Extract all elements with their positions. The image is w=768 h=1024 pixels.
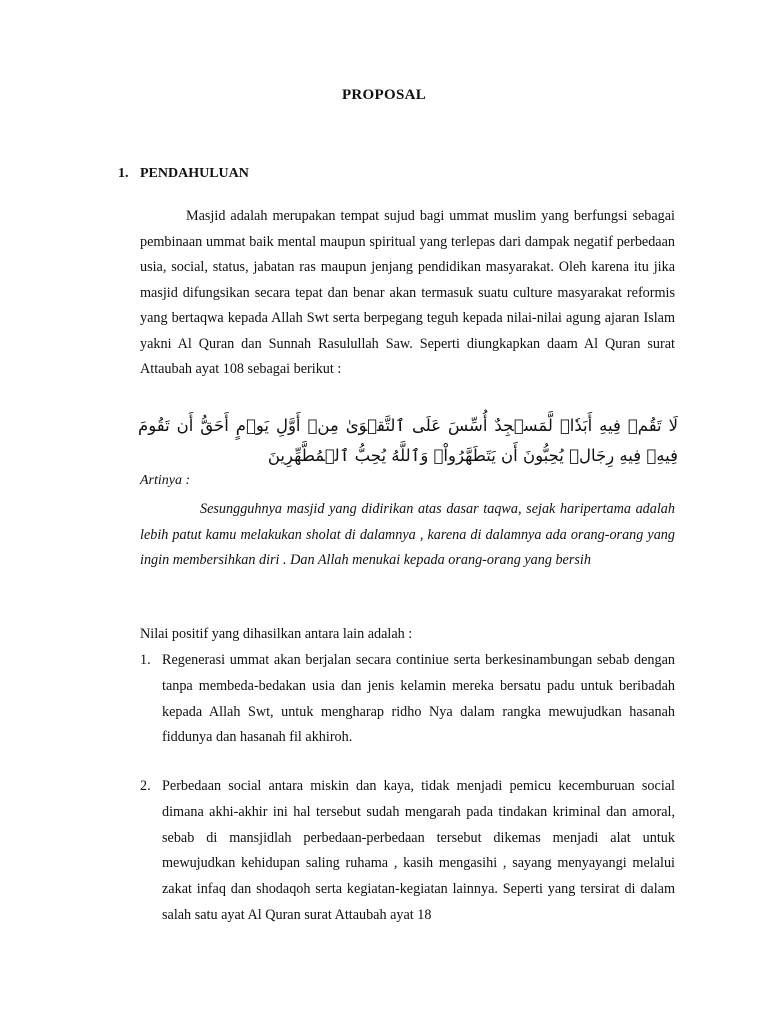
- list-item-number: 1.: [140, 652, 151, 668]
- document-title: PROPOSAL: [341, 87, 427, 103]
- intro-paragraph: Masjid adalah merupakan tempat sujud bagi ummat muslim yang berfungsi sebagai pembinaan ummat baik mental maupun spiritual yang terlepas dari dampak negatif perbedaan usia, social, status, jabatan ras maupun jenjang pendidikan masyarakat. Oleh karena itu jika masjid difungsikan secara tepat dan benar akan termasuk suatu culture masyarakat reformis yang bertaqwa kepada Allah Swt serta berpegang teguh kepada nilai-nilai agung ajaran Islam yakni Al Quran dan Sunnah Rasulullah Saw. Seperti diungkapkan daam Al Quran surat Attaubah ayat 108 sebagai berikut :: [140, 208, 675, 377]
- list-item-text: Perbedaan social antara miskin dan kaya, tidak menjadi pemicu kecemburuan social dimana akhi-akhir ini hal tersebut sudah mengarah pada tindakan kriminal dan amoral, sebab di mansjidlah perbedaan-perbedaan tersebut dikemas menjadi alat untuk mewujudkan kehidupan saling ruhama , kasih mengasihi , sayang menyayangi melalui zakat infaq dan shodaqoh serta kegiatan-kegiatan lainnya. Seperti yang tersirat di dalam salah satu ayat Al Quran surat Attaubah ayat 18: [162, 778, 675, 923]
- verse-translation: Sesungguhnya masjid yang didirikan atas dasar taqwa, sejak haripertama adalah lebih patut kamu melakukan sholat di dalamnya , karena di dalamnya ada orang-orang yang ingin membersihkan diri . Dan Allah menukai kepada orang-orang yang bersih: [140, 501, 675, 568]
- translation-label: Artinya :: [140, 473, 191, 488]
- section-number: 1.: [118, 166, 129, 181]
- list-item-number: 2.: [140, 778, 151, 794]
- section-heading-text: PENDAHULUAN: [140, 166, 249, 181]
- list-item-text: Regenerasi ummat akan berjalan secara continiue serta berkesinambungan sebab dengan tanpa membeda-bedakan usia dan jenis kelamin mereka bersatu padu untuk beribadah kepada Allah Swt, untuk mengharap ridho Nya dalam rangka mewujudkan hasanah fiddunya dan hasanah fil akhiroh.: [162, 652, 675, 746]
- list-item: [140, 774, 675, 929]
- benefits-intro: Nilai positif yang dihasilkan antara lain adalah :: [140, 626, 413, 642]
- list-item: [140, 648, 675, 751]
- arabic-verse: لَا تَقُمۡ فِيهِ أَبَدٗاۚ لَّمَسۡجِدٌ أُسِّسَ عَلَى ٱلتَّقۡوَىٰ مِنۡ أَوَّلِ يَوۡمٍ أَحَقُّ أَن تَقُومَ فِيهِۚ فِيهِ رِجَالٞ يُحِبُّونَ أَن يَتَطَهَّرُواْۚ وَٱللَّهُ يُحِبُّ ٱلۡمُطَّهِّرِينَ: [138, 416, 678, 465]
- section-heading: [118, 166, 249, 182]
